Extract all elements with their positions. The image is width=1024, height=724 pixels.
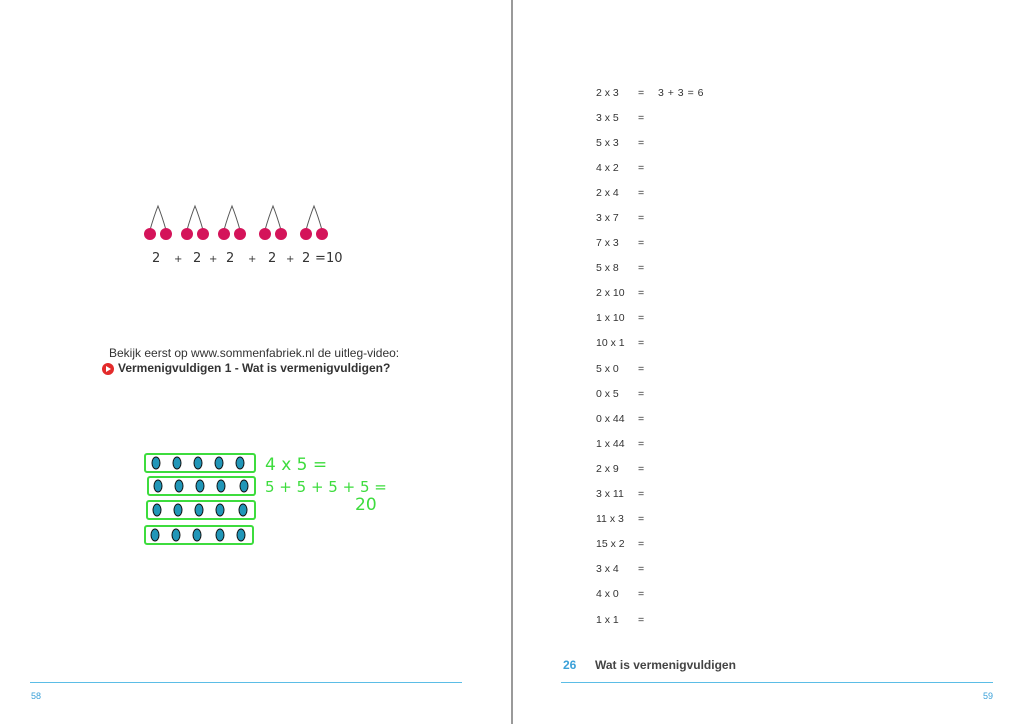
exercise-row [596, 507, 704, 532]
exercise-equals: = [638, 588, 645, 601]
exercise-factors: 0 x 44 [596, 412, 625, 425]
exercise-equals: = [638, 563, 645, 576]
cherry-eq-token: 2 [302, 251, 311, 266]
exercise-row [596, 306, 704, 331]
video-link-label: Vermenigvuldigen 1 - Wat is vermenigvuldigen? [118, 361, 391, 375]
exercise-row [596, 130, 704, 155]
exercise-row [596, 557, 704, 582]
exercise-equals: = [638, 513, 645, 526]
cherry-eq-token: = [315, 251, 326, 266]
exercise-row [596, 482, 704, 507]
chapter-title: Wat is vermenigvuldigen [595, 658, 736, 672]
exercise-row [596, 532, 704, 557]
exercise-row [596, 431, 704, 456]
exercise-equals: = [638, 437, 645, 450]
exercise-row [596, 456, 704, 481]
cherry-pair [300, 206, 328, 240]
exercise-row [596, 607, 704, 632]
exercise-equals: = [638, 186, 645, 199]
exercise-factors: 3 x 4 [596, 563, 619, 576]
cherry-eq-token: + [248, 254, 257, 265]
exercise-equals: = [638, 362, 645, 375]
exercise-factors: 5 x 3 [596, 136, 619, 149]
exercise-factors: 3 x 7 [596, 212, 619, 225]
exercise-factors: 5 x 8 [596, 262, 619, 275]
exercise-row [596, 356, 704, 381]
cherry-eq-token: + [286, 254, 295, 265]
dot-group-row [145, 454, 255, 472]
exercise-row [596, 256, 704, 281]
exercise-factors: 3 x 5 [596, 111, 619, 124]
chapter-heading [563, 658, 736, 672]
exercise-equals: = [638, 337, 645, 350]
exercise-factors: 1 x 10 [596, 312, 625, 325]
exercise-factors: 4 x 0 [596, 588, 619, 601]
exercise-row [596, 406, 704, 431]
cherry-equation [152, 251, 343, 266]
exercise-factors: 2 x 4 [596, 186, 619, 199]
exercise-equals: = [638, 462, 645, 475]
exercise-factors: 15 x 2 [596, 538, 625, 551]
exercise-factors: 11 x 3 [596, 513, 624, 526]
dot-group-row [148, 477, 255, 495]
left-page [0, 0, 511, 724]
right-page [513, 0, 1024, 724]
exercise-equals: = [638, 237, 645, 250]
exercise-row [596, 80, 704, 105]
exercise-factors: 10 x 1 [596, 337, 625, 350]
exercise-factors: 2 x 10 [596, 287, 625, 300]
footer-divider [561, 682, 993, 683]
page-number-left: 58 [31, 691, 42, 701]
exercise-equals: = [638, 312, 645, 325]
exercise-equals: = [638, 86, 645, 99]
play-icon[interactable] [102, 363, 114, 375]
exercise-row [596, 180, 704, 205]
chapter-number: 26 [563, 658, 577, 672]
exercise-equals: = [638, 161, 645, 174]
exercise-equals: = [638, 613, 645, 626]
cherry-pair [181, 206, 209, 240]
exercise-factors: 2 x 9 [596, 462, 619, 475]
exercise-factors: 4 x 2 [596, 161, 619, 174]
exercise-row [596, 582, 704, 607]
page-number-right: 59 [983, 691, 994, 701]
exercise-factors: 2 x 3 [596, 86, 619, 99]
exercise-equals: = [638, 538, 645, 551]
dot-group-row [147, 501, 255, 519]
exercise-factors: 5 x 0 [596, 362, 619, 375]
exercise-factors: 1 x 44 [596, 437, 625, 450]
video-link[interactable] [102, 361, 432, 376]
exercise-equals: = [638, 262, 645, 275]
cherry-eq-token: 2 [226, 251, 235, 266]
cherry-pair [259, 206, 287, 240]
cherry-eq-token: + [209, 254, 218, 265]
cherry-pair [144, 206, 172, 240]
exercise-equals: = [638, 488, 645, 501]
exercise-factors: 1 x 1 [596, 613, 619, 626]
exercise-list [596, 80, 704, 632]
exercise-answer[interactable]: 3 + 3 = 6 [658, 86, 704, 99]
exercise-row [596, 281, 704, 306]
cherry-illustration [138, 200, 348, 270]
exercise-equals: = [638, 111, 645, 124]
video-note-intro: Bekijk eerst op www.sommenfabriek.nl de uitleg-video: [109, 346, 400, 360]
exercise-equals: = [638, 136, 645, 149]
cherry-eq-token: 10 [326, 251, 343, 266]
exercise-factors: 0 x 5 [596, 387, 619, 400]
cherry-eq-token: 2 [193, 251, 202, 266]
exercise-row [596, 381, 704, 406]
exercise-equals: = [638, 212, 645, 225]
exercise-row [596, 105, 704, 130]
dot-equation-line1: 4 x 5 = [265, 455, 328, 475]
exercise-factors: 3 x 11 [596, 488, 624, 501]
exercise-row [596, 155, 704, 180]
cherry-eq-token: 2 [152, 251, 161, 266]
dot-group-row [145, 526, 253, 544]
exercise-equals: = [638, 412, 645, 425]
exercise-row [596, 205, 704, 230]
exercise-row [596, 231, 704, 256]
exercise-row [596, 331, 704, 356]
dot-equation-line2: 5 + 5 + 5 + 5 = [265, 478, 387, 496]
cherry-eq-token: + [174, 254, 183, 265]
exercise-equals: = [638, 387, 645, 400]
exercise-factors: 7 x 3 [596, 237, 619, 250]
video-note [102, 346, 432, 376]
exercise-equals: = [638, 287, 645, 300]
footer-divider [30, 682, 462, 683]
cherry-eq-token: 2 [268, 251, 277, 266]
cherry-pair [218, 206, 246, 240]
dot-groups-illustration [140, 448, 390, 558]
dot-equation-line3: 20 [355, 495, 377, 515]
